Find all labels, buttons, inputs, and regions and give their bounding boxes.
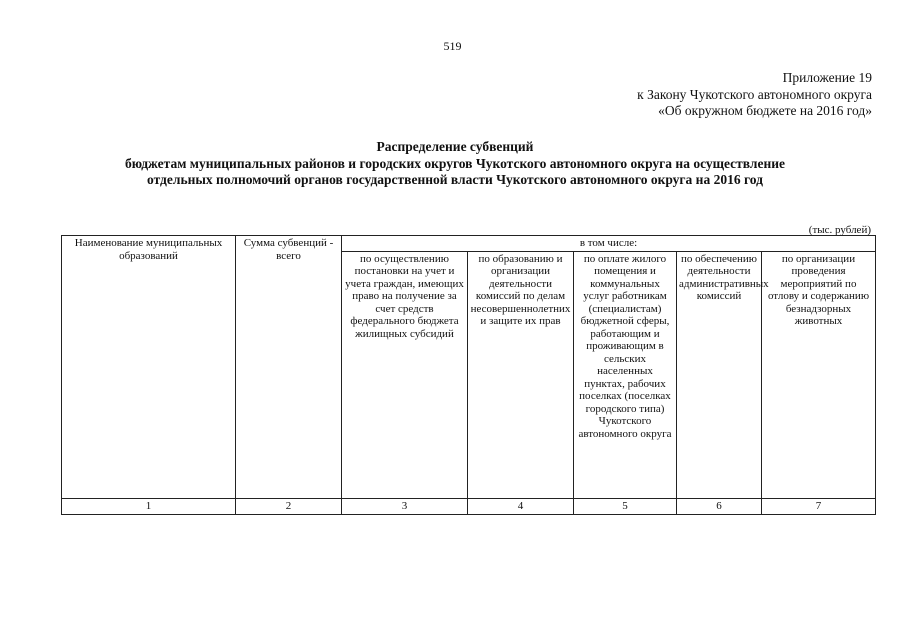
appendix-header [637, 70, 872, 120]
column-number: 5 [574, 498, 677, 514]
header-row [62, 236, 876, 252]
subventions-table [61, 235, 876, 515]
title-line-1: Распределение субвенций [376, 139, 534, 154]
column-number: 4 [468, 498, 574, 514]
subheader-stray-animals: по организации проведения мероприятий по отлову и содержанию безнадзорных животных [762, 251, 876, 498]
column-number: 6 [677, 498, 762, 514]
units-label: (тыс. рублей) [808, 224, 871, 236]
title-line-3: отдельных полномочий органов государственной власти Чукотского автономного округа на 2016 год [147, 172, 763, 187]
header-including: в том числе: [342, 236, 876, 252]
column-number: 2 [236, 498, 342, 514]
title-line-2: бюджетам муниципальных районов и городских округов Чукотского автономного округа на осуществление [124, 155, 786, 171]
column-number: 1 [62, 498, 236, 514]
page-number: 519 [443, 39, 462, 53]
header-municipality: Наименование муниципальных образований [62, 236, 236, 499]
column-number: 3 [342, 498, 468, 514]
subheader-housing-payment: по оплате жилого помещения и коммунальных услуг работникам (специалистам) бюджетной сферы, работающим и проживающим в сельских населенных пунктах, рабочих поселках (поселках городского типа) Чукотского автономного округа [574, 251, 677, 498]
document-title [40, 139, 870, 189]
appendix-line-3: «Об окружном бюджете на 2016 год» [658, 103, 872, 118]
subheader-minors-commissions: по образованию и организации деятельности комиссий по делам несовершеннолетних и защите их прав [468, 251, 574, 498]
column-number: 7 [762, 498, 876, 514]
header-total-subventions: Сумма субвенций - всего [236, 236, 342, 499]
appendix-line-1: Приложение 19 [782, 70, 872, 85]
appendix-line-2: к Закону Чукотского автономного округа [637, 86, 872, 102]
subheader-housing-subsidies: по осуществлению постановки на учет и учета граждан, имеющих право на получение за счет средств федерального бюджета жилищных субсидий [342, 251, 468, 498]
column-numbers-row [62, 498, 876, 514]
subheader-administrative-commissions: по обеспечению деятельности административных комиссий [677, 251, 762, 498]
